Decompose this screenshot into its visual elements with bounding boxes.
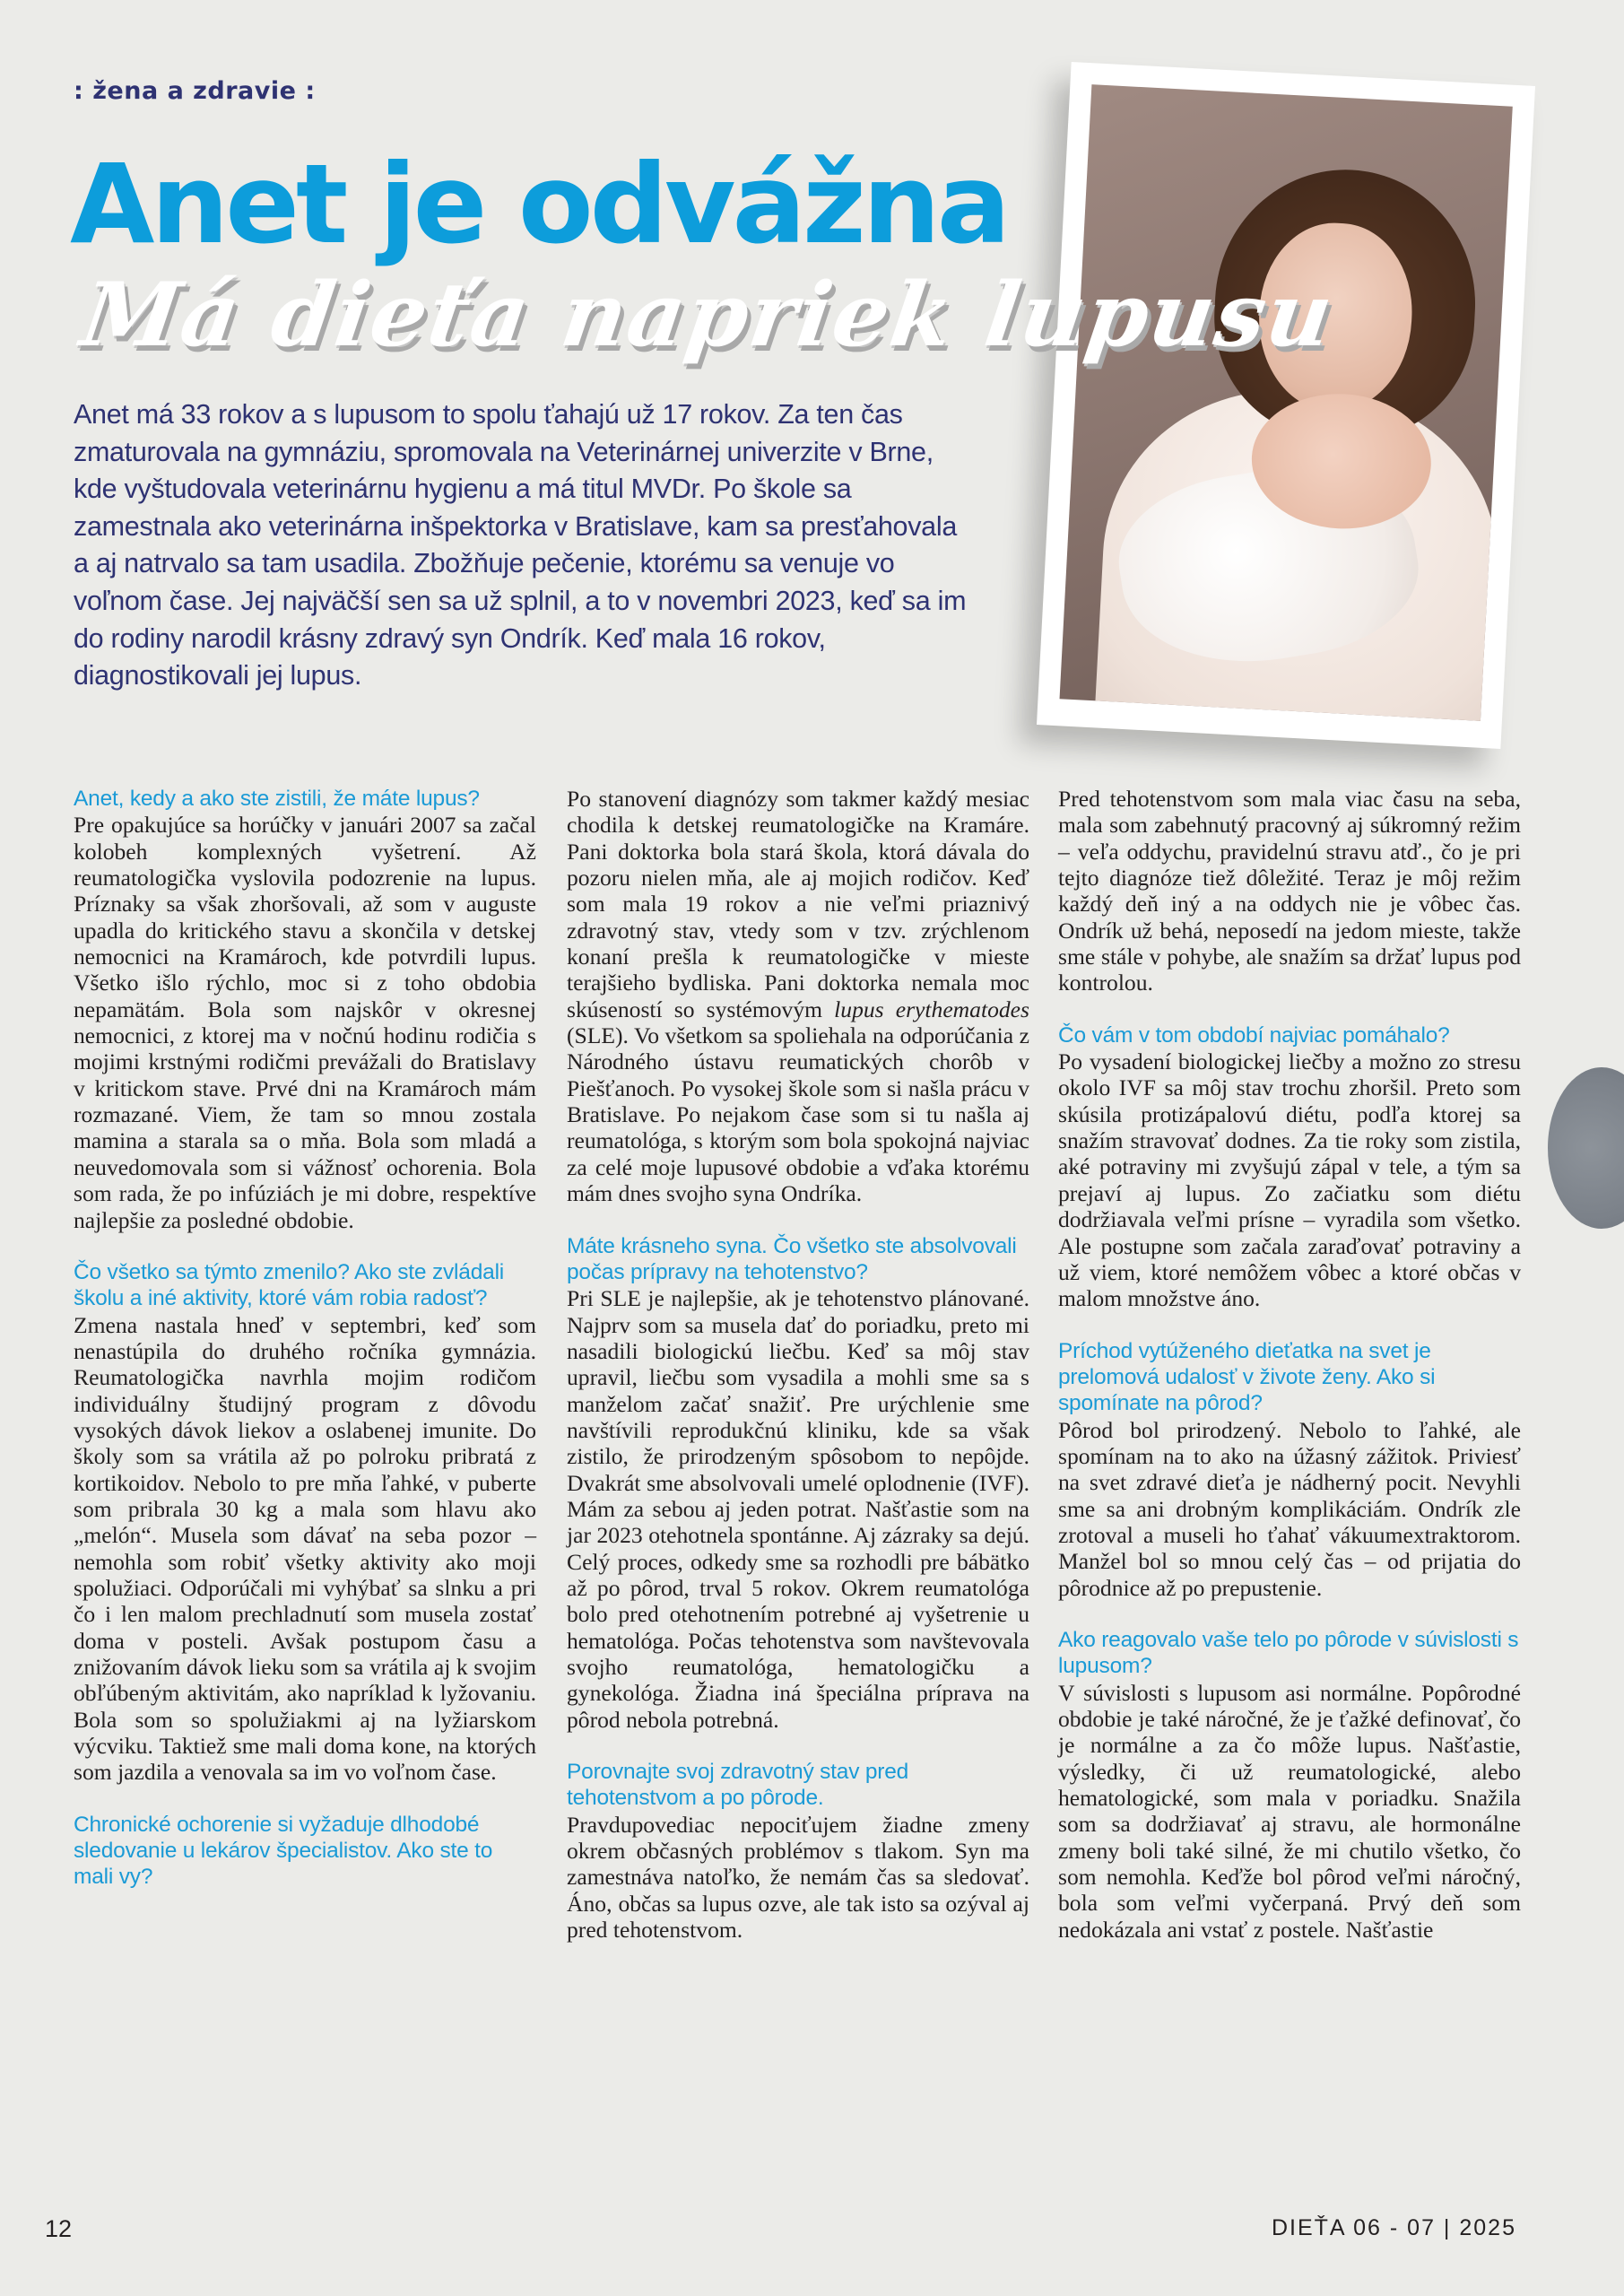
question-heading: Príchod vytúženého dieťatka na svet je prelomová udalosť v živote ženy. Ako si spomínate na pôrod? — [1058, 1338, 1436, 1416]
question-heading: Máte krásneho syna. Čo všetko ste absolvovali počas prípravy na tehotenstvo? — [567, 1233, 1017, 1284]
column-3 — [1058, 786, 1521, 1943]
question-heading: Anet, kedy a ako ste zistili, že máte lupus? — [74, 787, 480, 811]
answer-text: (SLE). Vo všetkom sa spoliehala na odporúčania z Národného ústavu reumatických chorôb v Piešťanoch. Po vysokej škole som si našla prácu v Bratislave. Po nejakom čase som si tu našla aj reumatológa, s ktorým som bola spokojná najviac za celé moje lupusové obdobie a vďaka ktorému mám dnes svojho syna Ondríka. — [567, 1022, 1029, 1207]
answer-paragraph: Pravdupovediac nepociťujem žiadne zmeny okrem občasných problémov s tlakom. Syn ma zamestnáva natoľko, že nemám čas sa sledovať. Áno, občas sa lupus ozve, ale tak isto sa ozýval aj pred tehotenstvom. — [567, 1811, 1029, 1944]
answer-paragraph: Pred tehotenstvom som mala viac času na seba, mala som zabehnutý pracovný aj súkromný režim – veľa oddychu, pravidelnú stravu atď., čo je pri tejto diagnóze tiež dôležité. Teraz je môj režim každý deň iný a na oddych nie je vôbec čas. Ondrík už behá, neposedí na jedom mieste, takže sme stále v pohybe, ale snažím sa držať lupus pod kontrolou. — [1058, 786, 1521, 996]
mother-baby-photo — [1060, 84, 1513, 721]
photo-frame — [1037, 62, 1535, 749]
decorative-photo-edge — [1548, 1067, 1624, 1229]
answer-text: Po stanovení diagnózy som takmer každý mesiac chodila k detskej reumatologičke na Kramáre. Pani doktorka bola stará škola, ktorá dávala do pozoru nielen mňa, ale aj mojich rodičov. Keď som mala 19 rokov a nie veľmi priaznivý zdravotný stav, vtedy som v tzv. zrýchlenom konaní prešla k reumatologičke v mieste terajšieho bydliska. Pani doktorka nemala moc skúseností so systémovým — [567, 786, 1029, 1022]
page-title: Anet je odvážna — [70, 141, 1008, 268]
answer-paragraph: Pôrod bol prirodzený. Nebolo to ľahké, ale spomínam na to ako na úžasný zážitok. Priviesť na svet zdravé dieťa je nádherný pocit. Nevyhli sme sa ani drobným komplikáciám. Ondrík zle zrotoval a museli ho ťahať vákuumextraktorom. Manžel bol so mnou celý čas – od prijatia do pôrodnice až po prepustenie. — [1058, 1416, 1521, 1601]
answer-paragraph: Po vysadení biologickej liečby a možno zo stresu okolo IVF sa môj stav trochu zhoršil. Preto som skúsila protizápalovú diétu, podľa ktorej sa snažím stravovať dodnes. Za tie roky som zistila, aké potraviny mi zvyšujú zápal v tele, a tým sa prejaví aj lupus. Zo začiatku som diétu dodržiavala veľmi prísne – vyradila som všetko. Ale postupne som začala zaraďovať potraviny a už viem, ktoré nemôžem vôbec a ktoré občas v malom množstve áno. — [1058, 1048, 1521, 1312]
answer-paragraph: Pri SLE je najlepšie, ak je tehotenstvo plánované. Najprv som sa musela dať do poriadku, preto mi nasadili biologickú liečbu. Keď sa môj stav upravil, liečbu som vysadila a mohli sme sa s manželom začať snažiť. Pre urýchlenie sme navštívili reprodukčnú kliniku, kde sa však zistilo, že prirodzeným spôsobom to nepôjde. Dvakrát sme absolvovali umelé oplodnenie (IVF). Mám za sebou aj jeden potrat. Našťastie som na jar 2023 otehotnela spontánne. Aj zázraky sa dejú. Celý proces, odkedy sme sa rozhodli pre bábätko až po pôrod, trval 5 rokov. Okrem reumatológa bolo pred otehotnením potrebné aj vyšetrenie u hematológa. Počas tehotenstva som navštevovala svojho reumatológa, hematologičku a gynekológa. Žiadna iná špeciálna príprava na pôrod nebola potrebná. — [567, 1285, 1029, 1733]
question-heading: Chronické ochorenie si vyžaduje dlhodobé sledovanie u lekárov špecialistov. Ako ste to mali vy? — [74, 1812, 493, 1890]
answer-paragraph: Zmena nastala hneď v septembri, keď som nenastúpila do druhého ročníka gymnázia. Reumatologička navrhla mojim rodičom individuálny študijný program z dôvodu vysokých dávok liekov a oslabenej imunite. Do školy som sa vrátila až po polroku pribratá z kortikoidov. Nebolo to pre mňa ľahké, v puberte som pribrala 30 kg a mala som hlavu ako „melón“. Musela som dávať na seba pozor – nemohla som robiť všetky aktivity ako moji spolužiaci. Odporúčali mi vyhýbať sa slnku a pri čo i len malom prechladnutí som musela zostať doma v posteli. Avšak postupom času a znižovaním dávok lieku som sa vrátila aj k svojim obľúbeným aktivitám, ako napríklad k lyžovaniu. Bola som so spolužiakmi aj na lyžiarskom výcviku. Taktiež sme mali doma kone, na ktorých som jazdila a venovala sa im vo voľnom čase. — [74, 1311, 536, 1786]
intro-paragraph: Anet má 33 rokov a s lupusom to spolu ťahajú už 17 rokov. Za ten čas zmaturovala na gymnáziu, spromovala na Veterinárnej univerzite v Brne, kde vyštudovala veterinárnu hygienu a má titul MVDr. Po škole sa zamestnala ako veterinárna inšpektorka v Bratislave, kam sa presťahovala a aj natrvalo sa tam usadila. Zbožňuje pečenie, ktorému sa venuje vo voľnom čase. Jej najväčší sen sa už splnil, a to v novembri 2023, keď sa im do rodiny narodil krásny zdravý syn Ondrík. Keď mala 16 rokov, diagnostikovali jej lupus. — [74, 399, 967, 691]
answer-paragraph: V súvislosti s lupusom asi normálne. Popôrodné obdobie je také náročné, že je ťažké definovať, čo je normálne a za čo môže lupus. Našťastie, výsledky, či už reumatologické, alebo hematologické, som mala v poriadku. Snažila som sa dodržiavať aj stravu, ale hormonálne zmeny boli také silné, že mi chutilo všetko, čo som nemohla. Keďže bol pôrod veľmi náročný, bola som veľmi vyčerpaná. Prvý deň som nedokázala ani vstať z postele. Našťastie — [1058, 1679, 1521, 1943]
answer-italic-term: lupus erythematodes — [834, 996, 1029, 1022]
answer-paragraph — [567, 786, 1029, 1207]
page-subtitle: Má dieťa napriek lupusu — [74, 264, 1341, 367]
question-heading: Čo vám v tom období najviac pomáhalo? — [1058, 1022, 1450, 1048]
issue-label: DIEŤA 06 - 07 | 2025 — [1271, 2215, 1516, 2240]
answer-paragraph: Pre opakujúce sa horúčky v januári 2007 sa začal kolobeh komplexných vyšetrení. Až reumatologička vyslovila podozrenie na lupus. Príznaky sa však zhoršovali, až som v auguste upadla do kritického stavu a skončila v detskej nemocnici na Kramároch, kde potvrdili lupus. Všetko išlo rýchlo, moc si z toho obdobia nepamätám. Bola som najskôr v okresnej nemocnici, z ktorej ma v nočnú hodinu rodičia s mojimi krstnými rodičmi prevážali do Bratislavy v kritickom stave. Prvé dni na Kramároch mám rozmazané. Viem, že tam so mnou zostala mamina a starala sa o mňa. Bola som mladá a neuvedomovala som si vážnosť ochorenia. Bola som rada, že po infúziách je mi dobre, respektíve najlepšie za posledné obdobie. — [74, 812, 536, 1233]
column-1 — [74, 786, 536, 1891]
page-number: 12 — [45, 2215, 73, 2242]
column-2 — [567, 786, 1029, 1943]
question-heading: Ako reagovalo vaše telo po pôrode v súvislosti s lupusom? — [1058, 1627, 1519, 1679]
question-heading: Porovnajte svoj zdravotný stav pred tehotenstvom a po pôrode. — [567, 1760, 909, 1811]
question-heading: Čo všetko sa týmto zmenilo? Ako ste zvládali školu a iné aktivity, ktoré vám robia radosť? — [74, 1259, 505, 1311]
section-kicker: : žena a zdravie : — [74, 77, 316, 105]
